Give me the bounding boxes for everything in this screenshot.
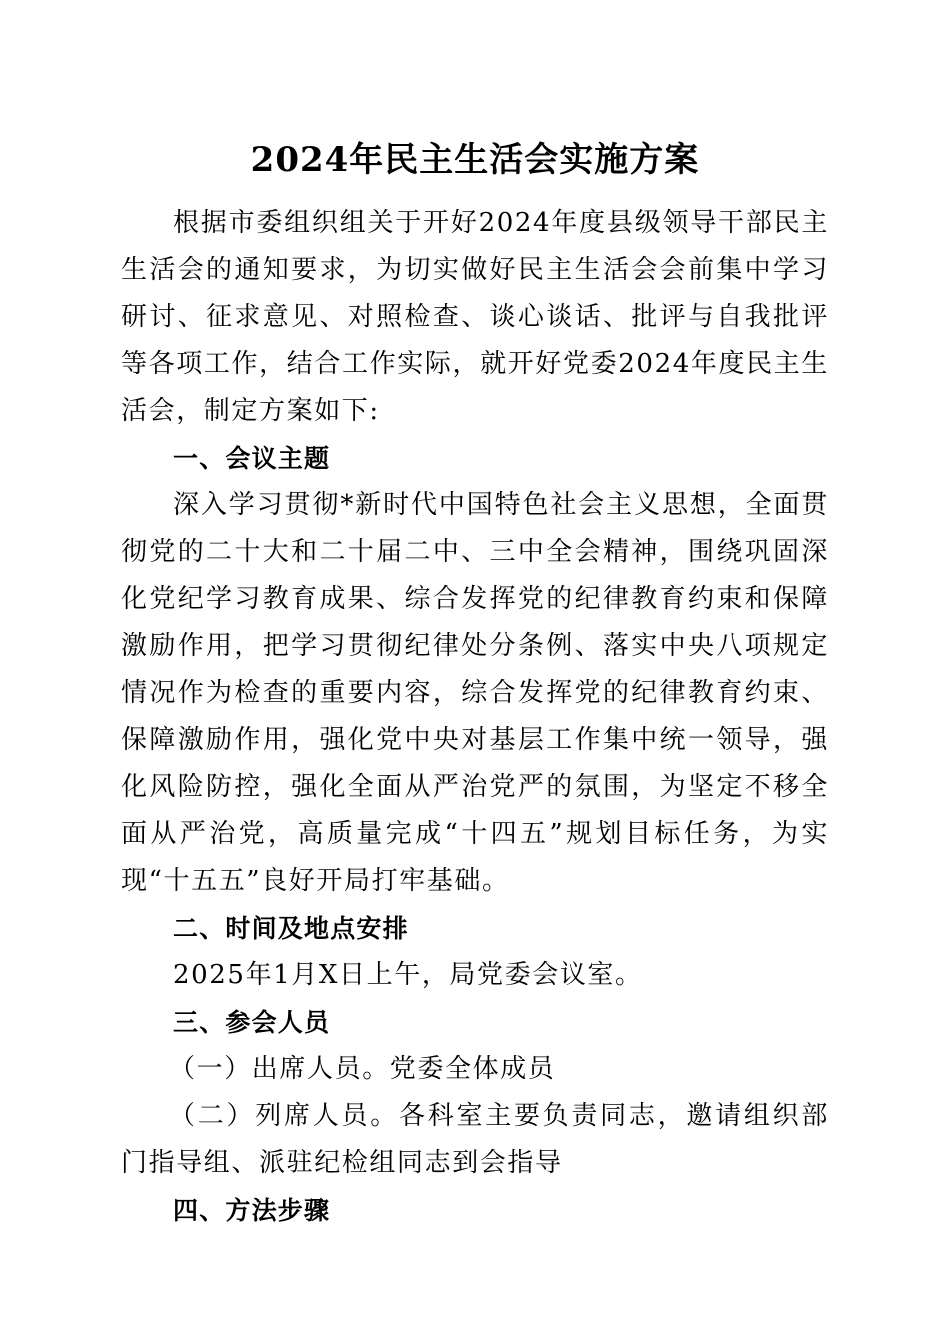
document-title: 2024年民主生活会实施方案 [250,140,700,180]
section-heading-attendees: 三、参会人员 [173,1008,331,1037]
time-place-paragraph: 2025年1月X日上午，局党委会议室。 [173,960,643,990]
section-heading-steps: 四、方法步骤 [173,1196,331,1225]
attendees-observers-paragraph: （二）列席人员。各科室主要负责同志，邀请组织部门指导组、派驻纪检组同志到会指导 [121,1101,829,1178]
attendees-present-paragraph: （一）出席人员。党委全体成员 [169,1054,556,1084]
section-heading-time-place: 二、时间及地点安排 [173,914,409,943]
document-body [121,200,829,1234]
theme-paragraph: 深入学习贯彻*新时代中国特色社会主义思想，全面贯彻党的二十大和二十届二中、三中全会精神，围绕巩固深化党纪学习教育成果、综合发挥党的纪律教育约束和保障激励作用，把学习贯彻纪律处分条例、落实中央八项规定情况作为检查的重要内容，综合发挥党的纪律教育约束、保障激励作用，强化党中央对基层工作集中统一领导，强化风险防控，强化全面从严治党严的氛围，为坚定不移全面从严治党，高质量完成“十四五”规划目标任务，为实现“十五五”良好开局打牢基础。 [121,490,829,896]
intro-paragraph: 根据市委组织组关于开好2024年度县级领导干部民主生活会的通知要求，为切实做好民主生活会会前集中学习研讨、征求意见、对照检查、谈心谈话、批评与自我批评等各项工作，结合工作实际，就开好党委2024年度民主生活会，制定方案如下: [121,208,829,426]
section-heading-theme: 一、会议主题 [173,444,331,473]
